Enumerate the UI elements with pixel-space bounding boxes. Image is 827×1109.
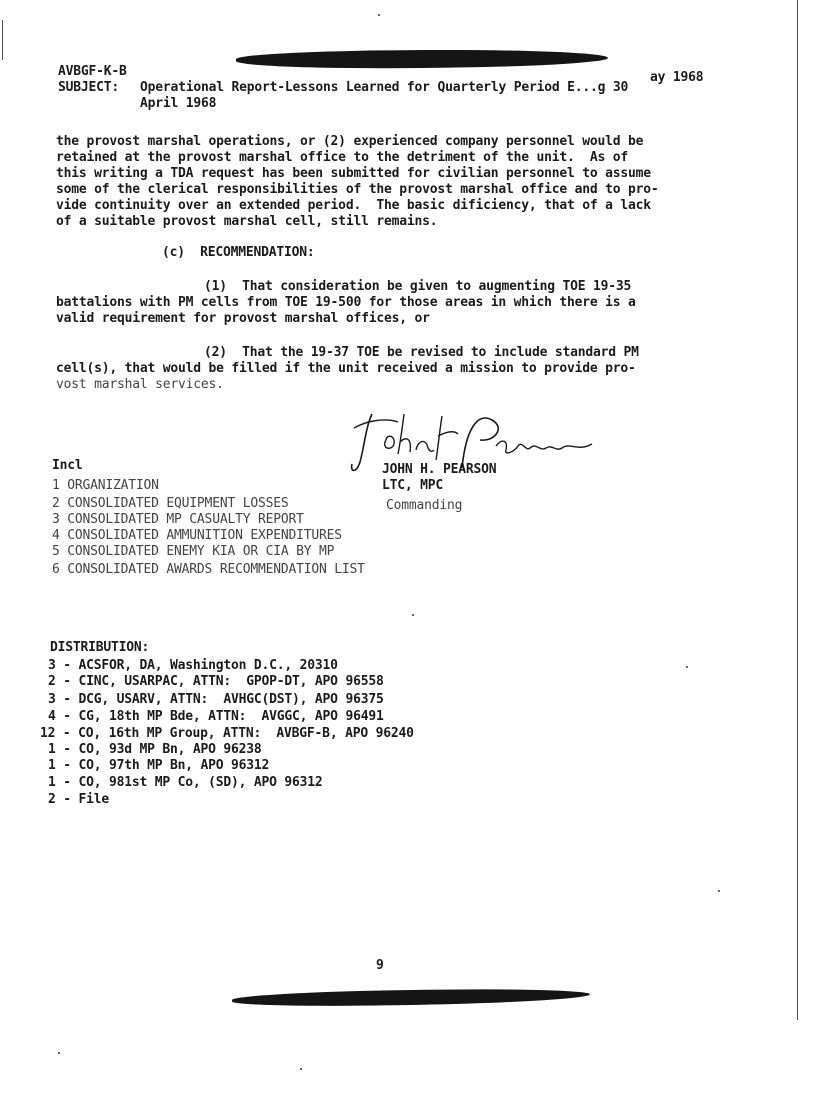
distribution-label: DISTRIBUTION:: [50, 640, 150, 655]
recommendation-2-line: (2) That the 19-37 TOE be revised to include standard PM: [204, 345, 639, 360]
body-line: of a suitable provost marshal cell, still remains.: [56, 214, 438, 229]
recommendation-heading: (c) RECOMMENDATION:: [162, 245, 315, 260]
recommendation-2-line: vost marshal services.: [56, 377, 224, 392]
scan-speck: [412, 614, 414, 616]
scan-speck: [300, 1068, 302, 1070]
distribution-item: 4 - CG, 18th MP Bde, ATTN: AVGGC, APO 96491: [48, 709, 384, 724]
redaction-bar-top: [236, 48, 608, 70]
office-symbol: AVBGF-K-B: [58, 64, 127, 79]
recommendation-2-line: cell(s), that would be filled if the unit received a mission to provide pro-: [56, 361, 636, 376]
scan-speck: [686, 666, 688, 668]
inclosures-label: Incl: [52, 458, 83, 473]
inclosure-item: 6 CONSOLIDATED AWARDS RECOMMENDATION LIST: [52, 562, 365, 577]
distribution-item: 1 - CO, 981st MP Co, (SD), APO 96312: [48, 775, 323, 790]
recommendation-1-line: valid requirement for provost marshal offices, or: [56, 311, 430, 326]
subject-label: SUBJECT:: [58, 80, 120, 95]
scan-speck: [58, 1052, 60, 1054]
body-line: the provost marshal operations, or (2) experienced company personnel would be: [56, 134, 644, 149]
body-line: vide continuity over an extended period. The basic dificiency, that of a lack: [56, 198, 651, 213]
inclosure-item: 2 CONSOLIDATED EQUIPMENT LOSSES: [52, 496, 289, 511]
body-line: this writing a TDA request has been submitted for civilian personnel to assume: [56, 166, 651, 181]
inclosure-item: 4 CONSOLIDATED AMMUNITION EXPENDITURES: [52, 528, 342, 543]
body-line: some of the clerical responsibilities of the provost marshal office and to pro-: [56, 182, 659, 197]
scan-speck: [718, 890, 720, 892]
page-number: 9: [376, 958, 384, 973]
recommendation-1-line: battalions with PM cells from TOE 19-500 for those areas in which there is a: [56, 295, 636, 310]
signatory-rank: LTC, MPC: [382, 478, 444, 493]
signatory-title: Commanding: [386, 498, 463, 513]
document-date: ay 1968: [650, 70, 704, 85]
distribution-item: 3 - ACSFOR, DA, Washington D.C., 20310: [48, 658, 338, 673]
recommendation-1-line: (1) That consideration be given to augmenting TOE 19-35: [204, 279, 632, 294]
scan-speck: [378, 14, 380, 16]
inclosure-item: 1 ORGANIZATION: [52, 478, 159, 493]
distribution-item: 1 - CO, 93d MP Bn, APO 96238: [48, 742, 262, 757]
distribution-item: 12 - CO, 16th MP Group, ATTN: AVBGF-B, APO 96240: [40, 726, 414, 741]
distribution-item: 1 - CO, 97th MP Bn, APO 96312: [48, 758, 270, 773]
subject-line-1: Operational Report-Lessons Learned for Quarterly Period E...g 30: [140, 80, 629, 95]
signatory-name: JOHN H. PEARSON: [382, 462, 497, 477]
subject-line-2: April 1968: [140, 96, 217, 111]
distribution-item: 2 - CINC, USARPAC, ATTN: GPOP-DT, APO 96558: [48, 674, 384, 689]
body-line: retained at the provost marshal office to the detriment of the unit. As of: [56, 150, 628, 165]
inclosure-item: 5 CONSOLIDATED ENEMY KIA OR CIA BY MP: [52, 544, 335, 559]
inclosure-item: 3 CONSOLIDATED MP CASUALTY REPORT: [52, 512, 304, 527]
redaction-bar-bottom: [232, 988, 590, 1008]
scan-edge-left: [2, 20, 3, 60]
distribution-item: 3 - DCG, USARV, ATTN: AVHGC(DST), APO 96375: [48, 692, 384, 707]
scan-edge-right: [797, 0, 798, 1020]
distribution-item: 2 - File: [48, 792, 110, 807]
